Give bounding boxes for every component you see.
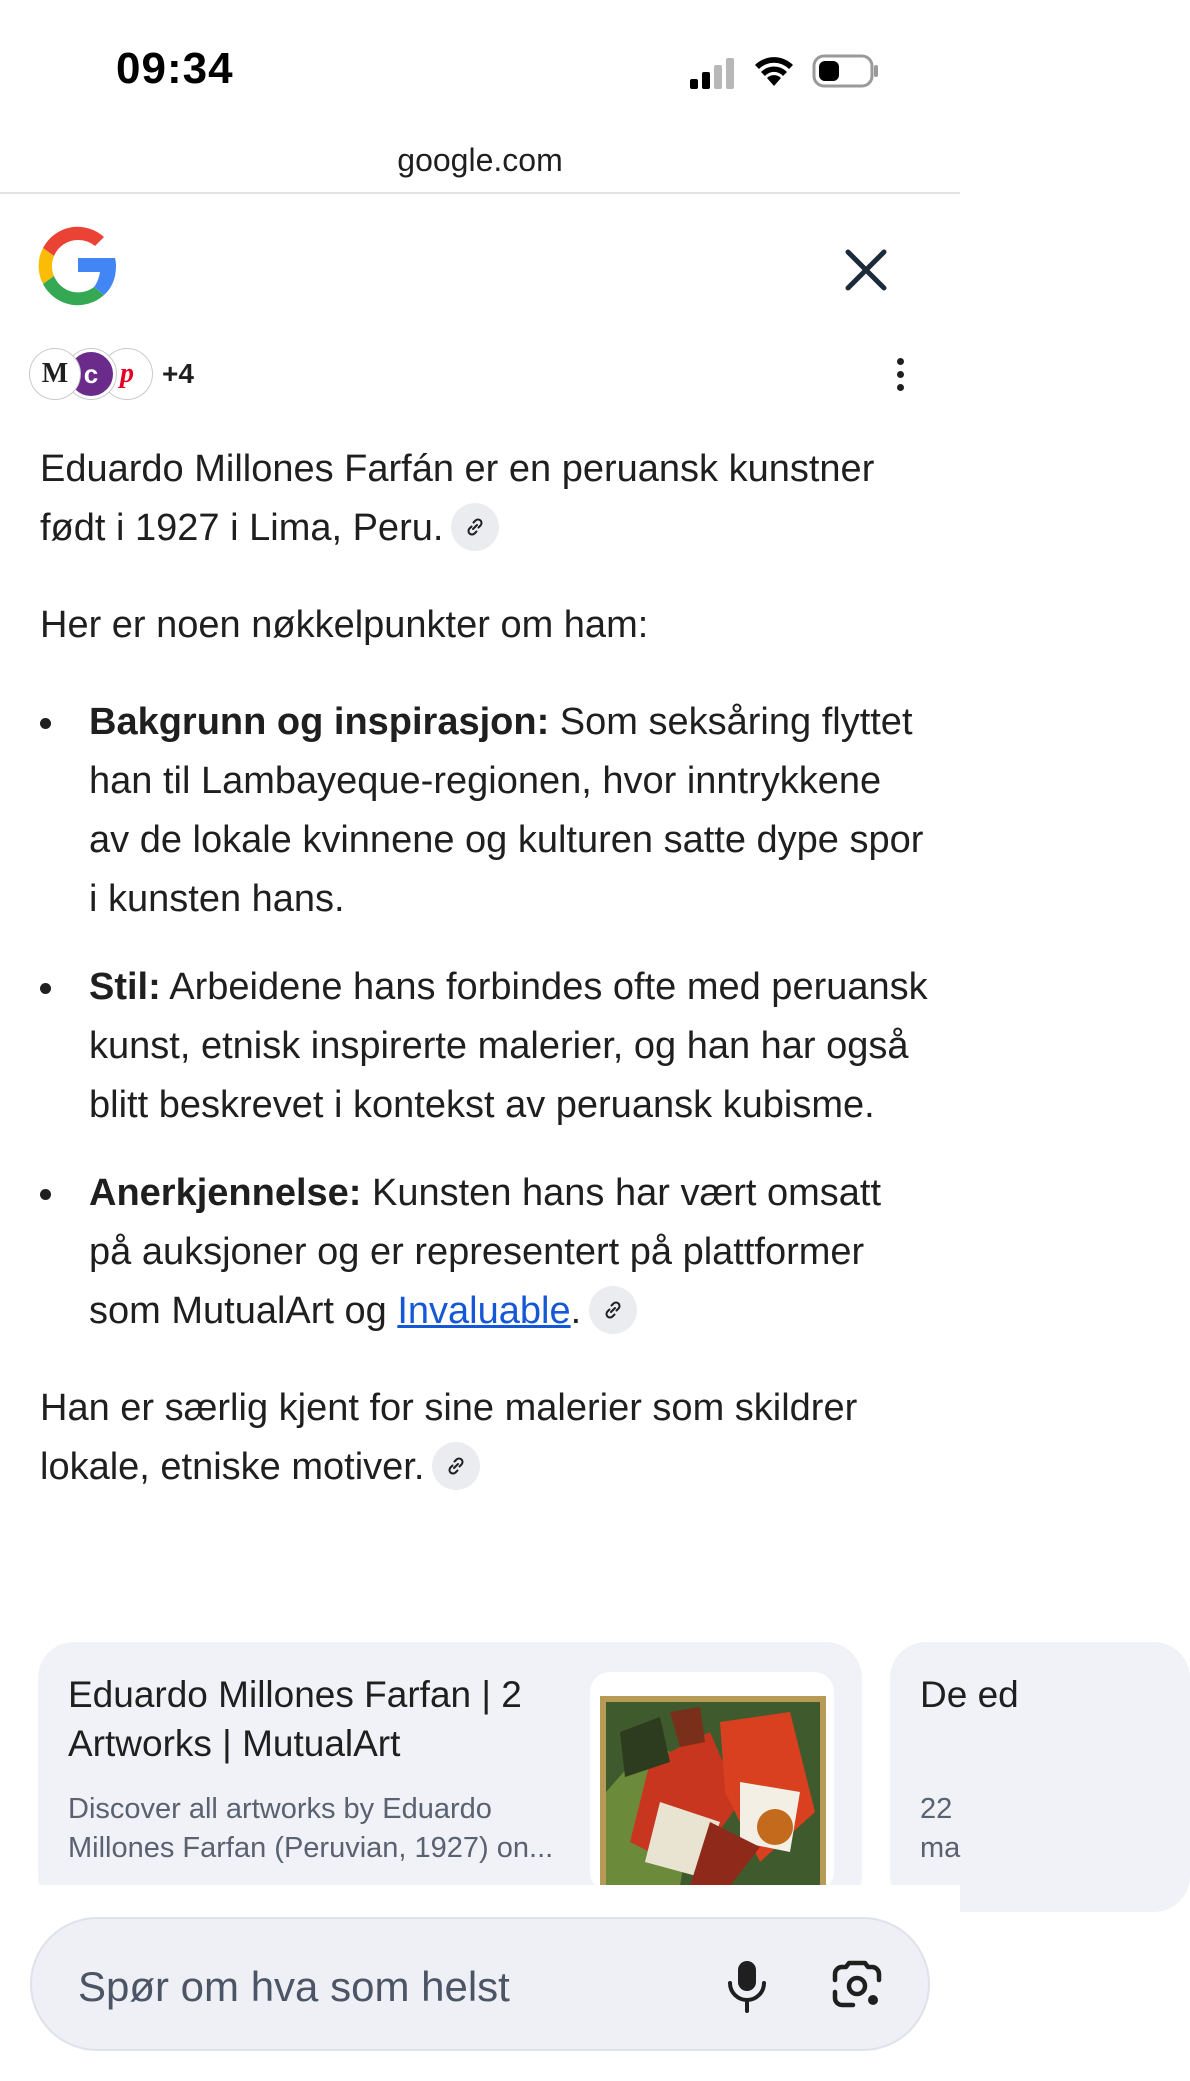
lead-paragraph: Her er noen nøkkelpunkter om ham:	[40, 604, 649, 646]
lens-icon	[831, 1962, 883, 2010]
point-text: Som seksåring flyttet han til Lambayeque-regionen, hvor inntrykkene av de lokale kvinnene og kulturen satte dype spor i kunsten hans.	[89, 701, 924, 920]
source-cards-carousel[interactable]	[0, 1640, 1019, 1885]
card-description	[920, 1790, 1180, 1868]
point-text: Arbeidene hans forbindes ofte med peruansk kunst, etnisk inspirerte malerier, og han har også blitt beskrevet i kontekst av peruansk kubisme.	[89, 966, 928, 1126]
closing-paragraph	[40, 1379, 930, 1497]
close-button[interactable]	[836, 240, 896, 300]
voice-search-button[interactable]	[712, 1951, 782, 2021]
card-title: Eduardo Millones Farfan | 2 Artworks | MutualArt	[68, 1674, 522, 1764]
card-desc-line: 22	[920, 1793, 953, 1825]
bottom-search-area	[0, 1885, 960, 2081]
list-item	[40, 693, 930, 929]
citation-link-button[interactable]	[589, 1286, 637, 1334]
link-icon	[444, 1454, 468, 1478]
painting-image	[590, 1672, 834, 1892]
pinterest-icon: p	[102, 349, 152, 399]
citation-link-button[interactable]	[451, 503, 499, 551]
list-item	[40, 1164, 930, 1341]
link-icon	[463, 515, 487, 539]
more-options-button[interactable]	[880, 352, 920, 396]
card-desc-line: Millones Farfan (Peruvian, 1927) on...	[68, 1832, 554, 1864]
mic-icon	[725, 1959, 769, 2013]
ai-answer	[40, 440, 930, 1535]
source-card[interactable]	[890, 1642, 1190, 1912]
citation-link-button[interactable]	[432, 1442, 480, 1490]
dot	[897, 384, 904, 391]
artwork-thumbnail	[590, 1672, 834, 1892]
link-icon	[601, 1298, 625, 1322]
status-bar	[0, 0, 960, 135]
ask-input[interactable]	[78, 1959, 678, 2015]
status-time: 09:34	[116, 44, 234, 93]
sources-row[interactable]	[30, 346, 194, 402]
wifi-icon	[752, 52, 796, 88]
signal-icon	[688, 57, 736, 89]
google-lens-button[interactable]	[822, 1951, 892, 2021]
closing-text: Han er særlig kjent for sine malerier som skildrer lokale, etniske motiver.	[40, 1387, 858, 1488]
url-divider	[0, 192, 960, 194]
battery-icon	[812, 54, 880, 88]
close-icon	[843, 247, 889, 293]
card-description	[68, 1790, 588, 1868]
source-card[interactable]	[38, 1642, 862, 1912]
point-text-end: .	[570, 1290, 582, 1332]
dot	[897, 358, 904, 365]
intro-paragraph	[40, 440, 930, 558]
card-title: De ed	[920, 1674, 1019, 1715]
google-logo[interactable]	[38, 226, 118, 306]
point-text: Kunsten hans har vært omsatt på auksjoner og er representert på plattformer som MutualArt og	[89, 1172, 882, 1332]
point-title: Stil:	[89, 966, 161, 1008]
c-source-icon: c	[66, 349, 116, 399]
intro-text: Eduardo Millones Farfán er en peruansk kunstner født i 1927 i Lima, Peru.	[40, 448, 875, 549]
card-desc-line: ma	[920, 1832, 961, 1864]
card-desc-line: Discover all artworks by Eduardo	[68, 1793, 492, 1825]
url-bar[interactable]: google.com	[397, 142, 563, 178]
sources-more-count: +4	[162, 358, 194, 389]
ask-box[interactable]	[30, 1917, 930, 2051]
dot	[897, 371, 904, 378]
mutualart-icon: M	[30, 349, 80, 399]
point-title: Bakgrunn og inspirasjon:	[89, 701, 550, 743]
invaluable-link[interactable]: Invaluable	[397, 1290, 571, 1332]
key-points-list	[40, 693, 930, 1341]
list-item	[40, 958, 930, 1135]
point-title: Anerkjennelse:	[89, 1172, 362, 1214]
